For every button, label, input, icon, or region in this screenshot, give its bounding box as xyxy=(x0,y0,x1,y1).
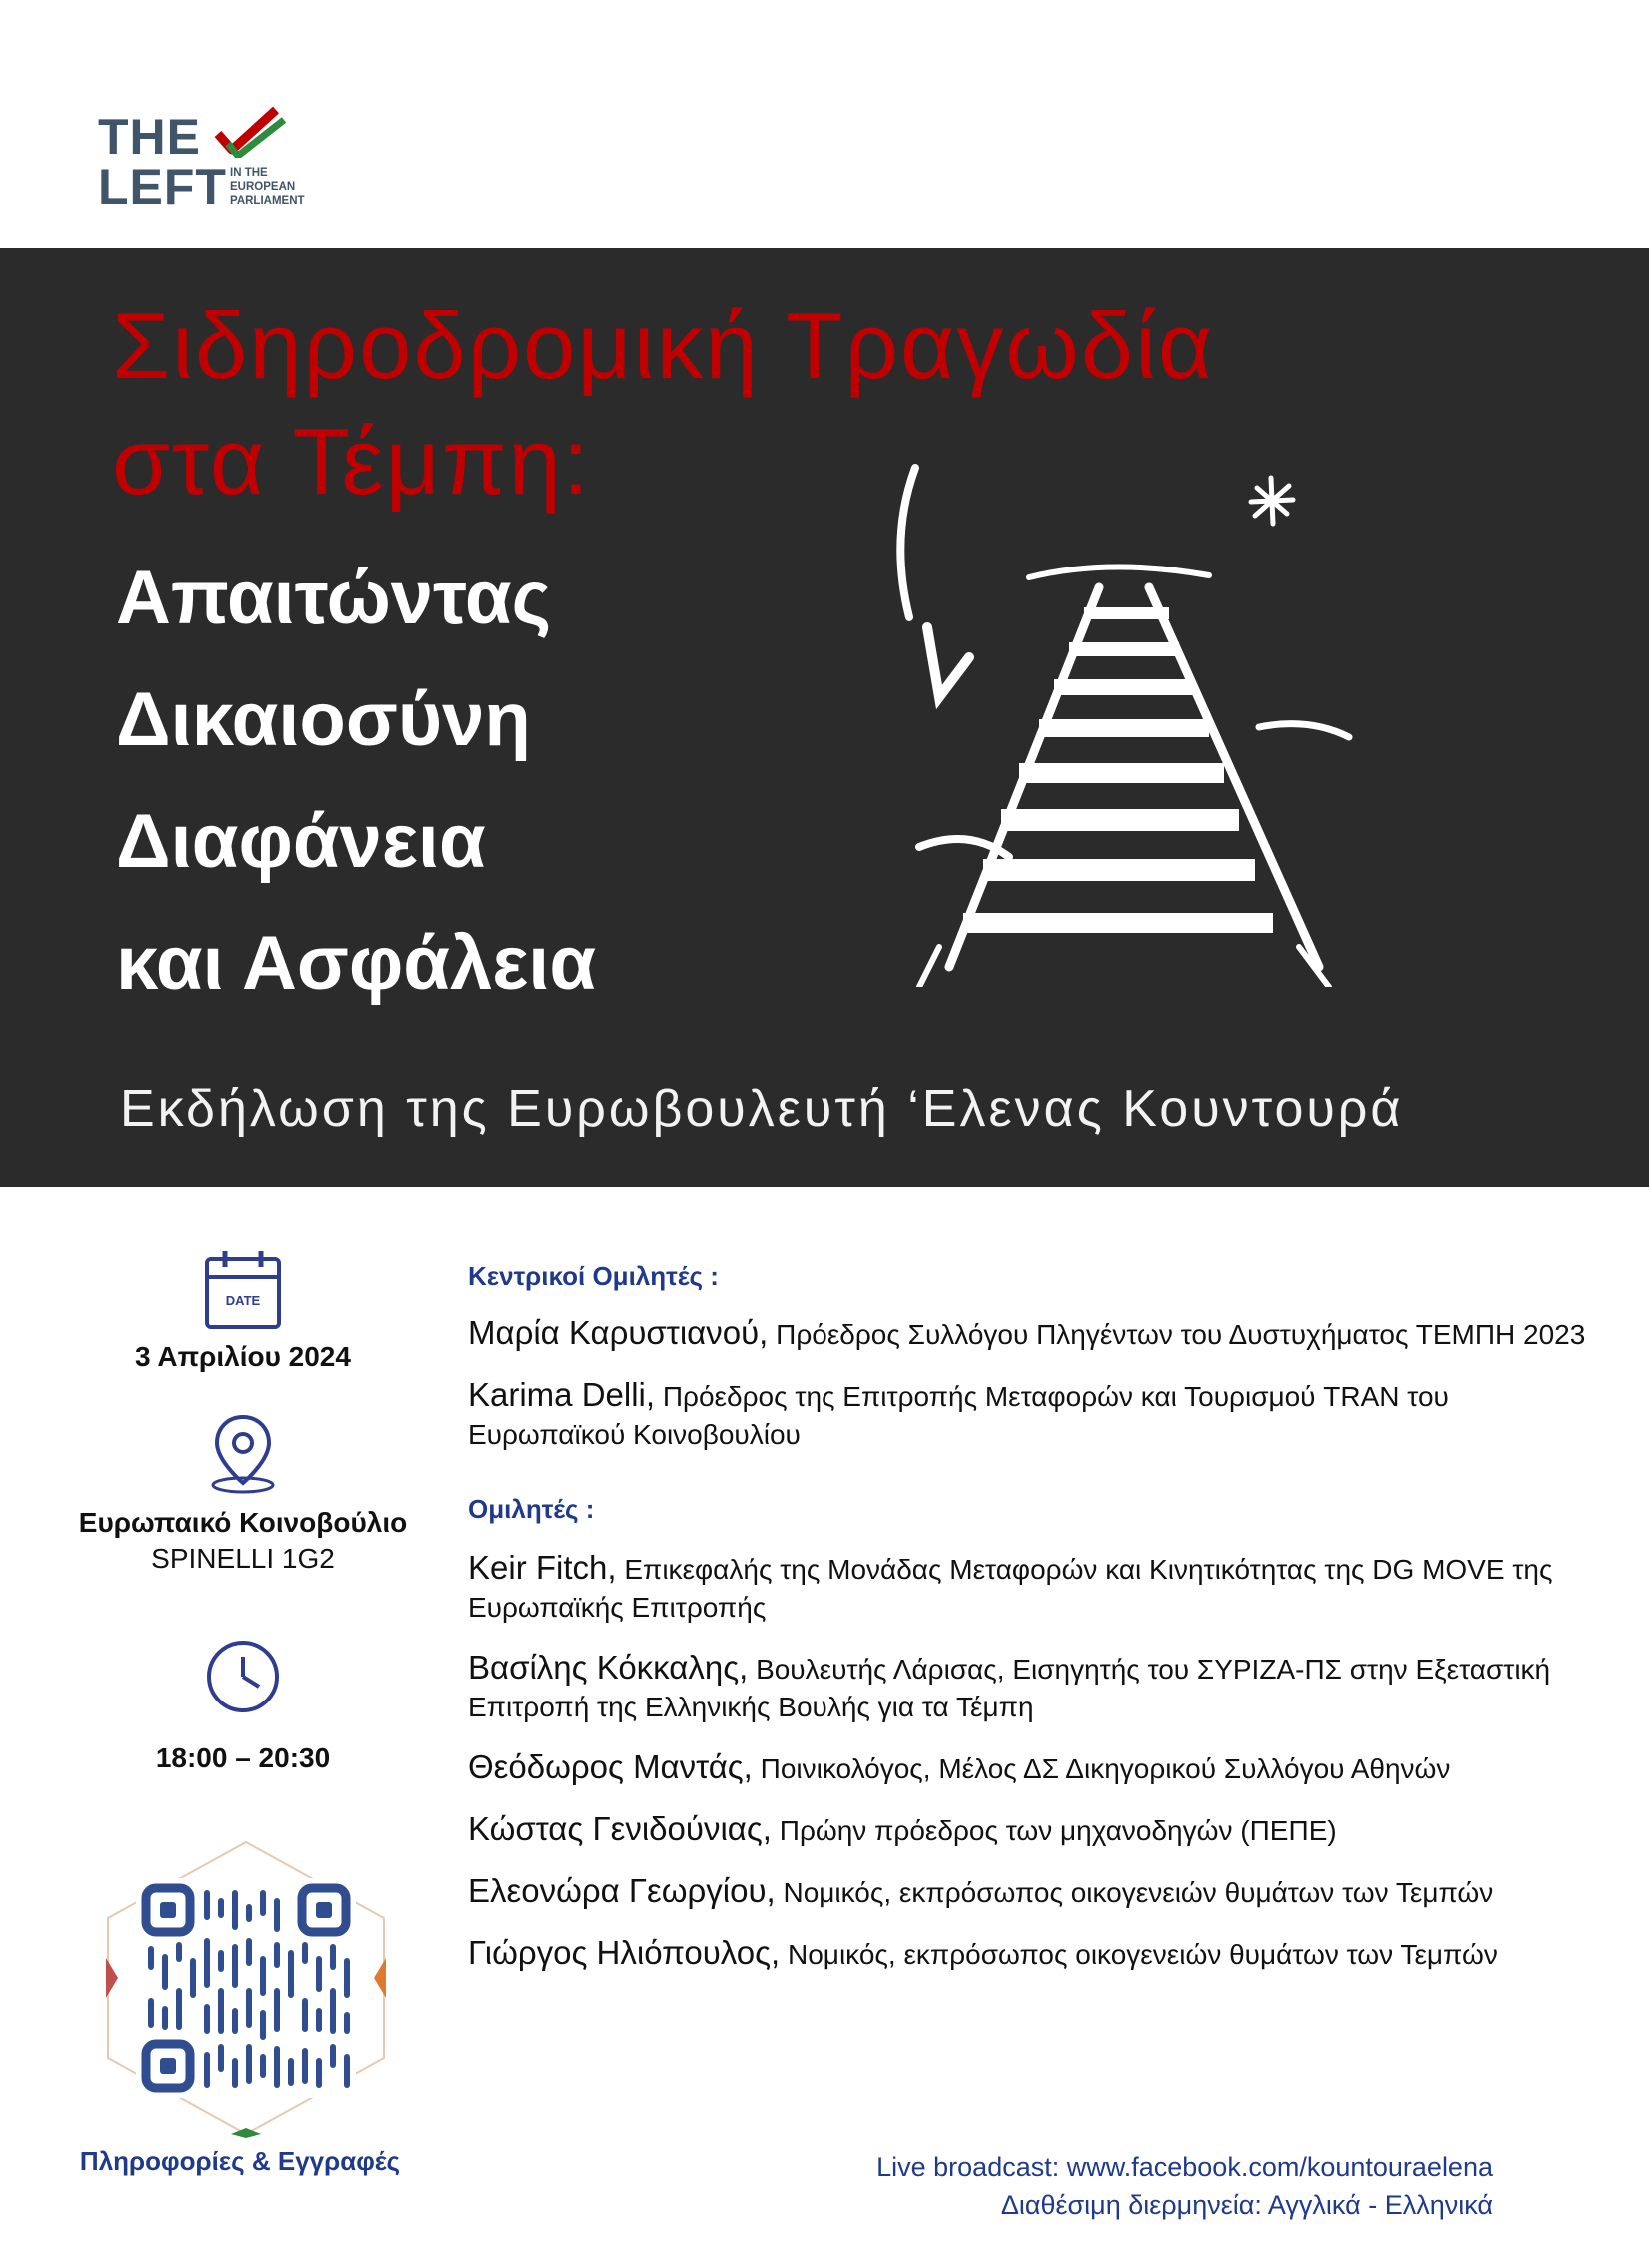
title-banner xyxy=(0,248,1649,1187)
subtitle-line-4: και Ασφάλεια xyxy=(116,921,597,1006)
the-left-logo xyxy=(98,104,358,216)
event-time: 18:00 – 20:30 xyxy=(155,1742,331,1773)
time-block xyxy=(58,1637,428,1774)
speaker-role: Πρώην πρόεδρος των μηχανοδηγών (ΠΕΠΕ) xyxy=(779,1815,1337,1846)
speaker-name: Γιώργος Ηλιόπουλος, xyxy=(468,1934,781,1971)
date-block xyxy=(58,1247,428,1373)
qr-code-graphic xyxy=(96,1838,396,2138)
panel-speaker xyxy=(468,1872,1587,1912)
panel-heading: Ομιλητές : xyxy=(468,1494,595,1524)
qr-code[interactable] xyxy=(96,1838,396,2138)
location-room: SPINELLI 1G2 xyxy=(151,1543,335,1574)
panel-speaker xyxy=(468,1748,1587,1788)
speaker-role: Βουλευτής Λάρισας, Εισηγητής του ΣΥΡΙΖΑ-ΠΣ στην Εξεταστική Επιτροπή της Ελληνικής Βουλής για τα Τέμπη xyxy=(468,1654,1551,1722)
speaker-role: Ποινικολόγος, Μέλος ΔΣ Δικηγορικού Συλλόγου Αθηνών xyxy=(760,1753,1451,1784)
speaker-name: Μαρία Καρυστιανού, xyxy=(468,1314,769,1351)
speaker-name: Keir Fitch, xyxy=(468,1549,617,1586)
panel-speaker xyxy=(468,1549,1587,1627)
location-name: Ευρωπαικό Κοινοβούλιο xyxy=(78,1507,408,1538)
event-subtitle xyxy=(116,538,596,1025)
event-title-line-1: Σιδηροδρομική Τραγωδία xyxy=(112,293,1215,398)
speaker-role: Πρόεδρος της Επιτροπής Μεταφορών και Τουρισμού TRAN του Ευρωπαϊκού Κοινοβουλίου xyxy=(468,1381,1449,1450)
panel-speaker xyxy=(468,1810,1587,1850)
keynote-speaker xyxy=(468,1376,1587,1454)
speaker-role: Νομικός, εκπρόσωπος οικογενειών θυμάτων των Τεμπών xyxy=(783,1877,1494,1908)
speakers-section xyxy=(468,1261,1587,1974)
speaker-name: Βασίλης Κόκκαλης, xyxy=(468,1649,749,1686)
subtitle-line-1: Απαιτώντας xyxy=(116,556,552,640)
logo-word-the: THE xyxy=(98,109,201,165)
location-block xyxy=(58,1411,428,1575)
logo-subtext: IN THE EUROPEAN PARLIAMENT xyxy=(230,167,305,207)
event-title-line-2: στα Τέμπη: xyxy=(112,409,591,514)
event-organizer: Εκδήλωση της Ευρωβουλευτή ‘Ελενας Κουντουρά xyxy=(120,1080,1404,1138)
speaker-role: Πρόεδρος Συλλόγου Πληγέντων του Δυστυχήματος ΤΕΜΠΗ 2023 xyxy=(776,1319,1586,1350)
speaker-name: Ελεονώρα Γεωργίου, xyxy=(468,1872,776,1909)
interpretation-note: Διαθέσιμη διερμηνεία: Αγγλικά - Ελληνικά xyxy=(1000,2190,1493,2220)
qr-caption: Πληροφορίες & Εγγραφές xyxy=(79,2146,401,2176)
speaker-role: Επικεφαλής της Μονάδας Μεταφορών και Κινητικότητας της DG MOVE της Ευρωπαϊκής Επιτροπής xyxy=(468,1554,1553,1623)
logo-word-left: LEFT xyxy=(98,159,227,215)
keynote-speaker xyxy=(468,1314,1587,1354)
speaker-name: Θεόδωρος Μαντάς, xyxy=(468,1748,753,1785)
event-date: 3 Απριλίου 2024 xyxy=(135,1341,351,1372)
speaker-name: Karima Delli, xyxy=(468,1376,656,1413)
calendar-icon xyxy=(203,1247,283,1331)
speaker-role: Νομικός, εκπρόσωπος οικογενειών θυμάτων των Τεμπών xyxy=(788,1939,1498,1970)
speaker-name: Κώστας Γενιδούνιας, xyxy=(468,1810,772,1847)
subtitle-line-2: Δικαιοσύνη xyxy=(116,677,531,762)
calendar-icon-label: DATE xyxy=(225,1293,261,1308)
footer-info xyxy=(876,2148,1493,2224)
subtitle-line-3: Διαφάνεια xyxy=(116,799,486,884)
location-pin-icon xyxy=(203,1411,283,1495)
keynote-heading: Κεντρικοί Ομιλητές : xyxy=(468,1261,719,1291)
logo-check-icon xyxy=(214,104,286,158)
panel-speaker xyxy=(468,1934,1587,1974)
panel-speaker xyxy=(468,1649,1587,1726)
live-broadcast-link[interactable]: Live broadcast: www.facebook.com/kountouraelena xyxy=(876,2152,1493,2182)
clock-icon xyxy=(203,1637,283,1716)
railway-tracks-illustration xyxy=(879,428,1399,987)
